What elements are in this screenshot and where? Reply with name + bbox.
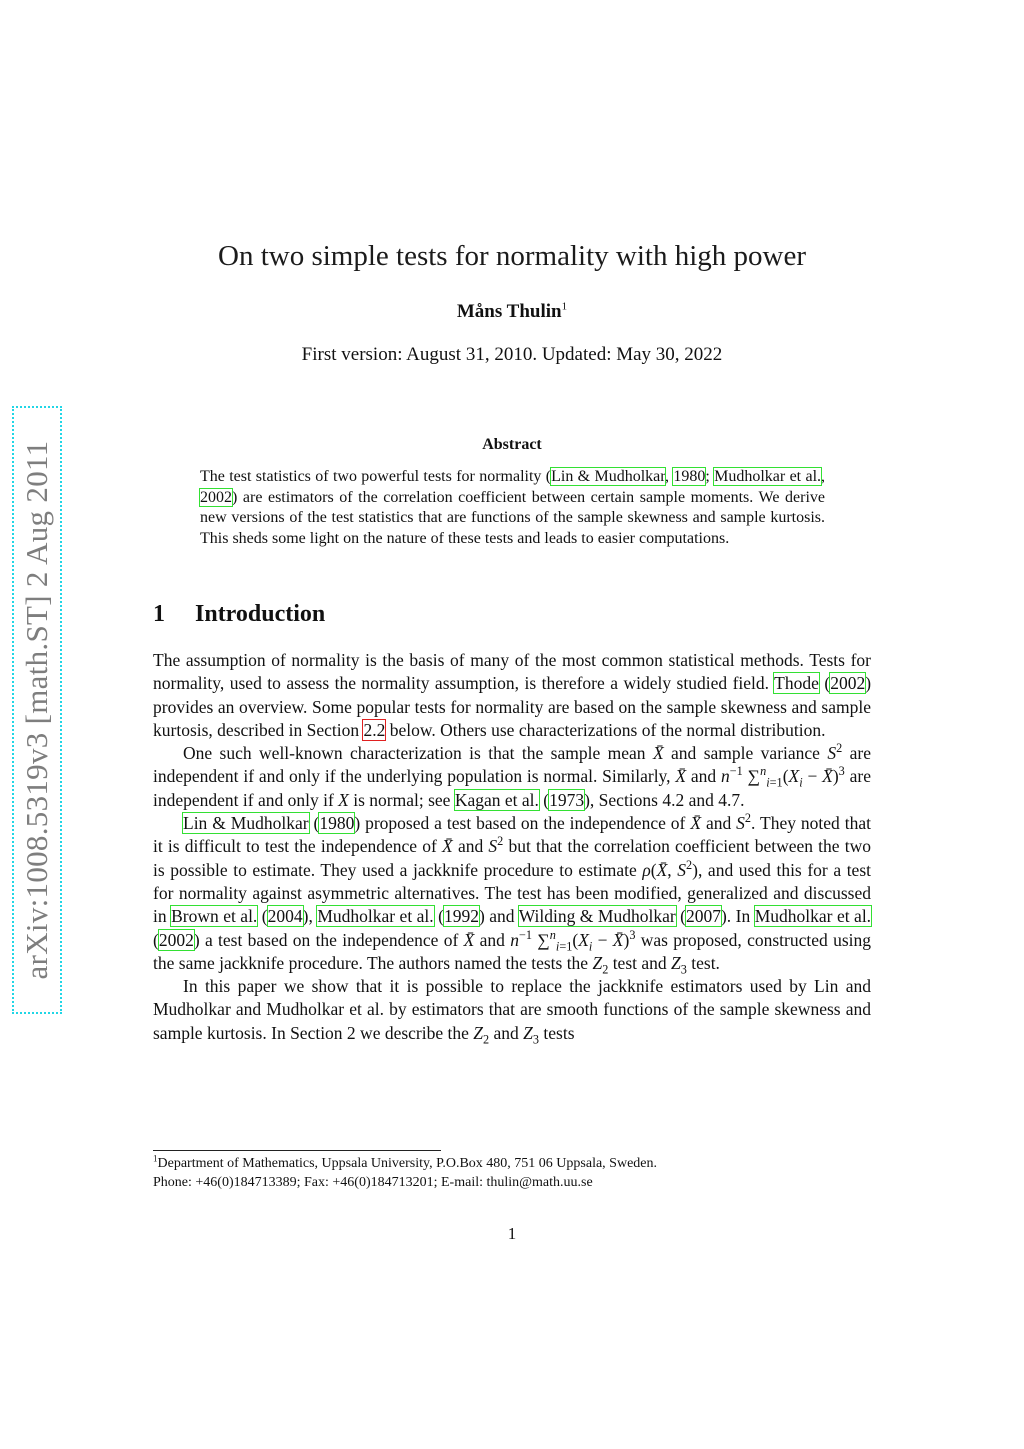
citation-link[interactable]: 2007 (685, 906, 721, 927)
citation-link[interactable]: Lin & Mudholkar (183, 813, 309, 834)
citation-link[interactable]: Mudholkar et al. (754, 906, 872, 927)
citation-link[interactable]: 2002 (200, 488, 232, 506)
footnote (153, 1154, 871, 1192)
footnote-line-2: Phone: +46(0)184713389; Fax: +46(0)184713201; E-mail: thulin@math.uu.se (153, 1175, 593, 1190)
paper-title: On two simple tests for normality with high power (218, 240, 806, 272)
abstract-text: The test statistics of two powerful tests for normality (Lin & Mudholkar, 1980; Mudholkar et al., 2002) are estimators of the correlation coefficient between certain sample moments. We derive new versions of the test statistics that are functions of the sample skewness and sample kurtosis. This sheds some light on the nature of these tests and leads to easier computations. (200, 468, 826, 547)
citation-link[interactable]: Thode (774, 673, 819, 694)
author-name: Måns Thulin (456, 301, 562, 322)
abstract-heading: Abstract (482, 436, 542, 453)
citation-link[interactable]: 1992 (443, 906, 479, 927)
paragraph: Lin & Mudholkar (1980) proposed a test based on the independence of X̄ and $S^2$. They noted that it is difficult to test the independence of X̄ and $S^2$ but that the correlation coefficient between the two is possible to estimate. They used a jackknife procedure to estimate ρ(X̄, $S^2$), and used this for a test for normality against asymmetric alternatives. The test has been modified, generalized and discussed in Brown et al. (2004), Mudholkar et al. (1992) and Wilding & Mudholkar (2007). In Mudholkar et al. (2002) a test based on the independence of X̄ and $n^{-1}$ $\sum^n_{i=1}(X_i$ − X̄)$^3$ was proposed, constructed using the same jackknife procedure. The authors named the tests the $Z_2$ test and $Z_3$ test. (153, 811, 872, 977)
citation-link[interactable]: Lin & Mudholkar (551, 468, 665, 485)
citation-link[interactable]: 1980 (673, 468, 706, 485)
citation-link[interactable]: Brown et al. (171, 906, 258, 927)
page-number: 1 (507, 1224, 517, 1243)
dateline: First version: August 31, 2010. Updated: May 30, 2022 (301, 344, 723, 365)
author-line (0, 301, 1024, 323)
section-heading (153, 601, 325, 628)
footnote-line-1: $^1$Department of Mathematics, Uppsala University, P.O.Box 480, 751 06 Uppsala, Sweden. (153, 1153, 658, 1171)
citation-link[interactable]: 2004 (267, 906, 303, 927)
arxiv-stamp[interactable] (12, 406, 62, 1014)
citation-link[interactable]: Mudholkar et al. (714, 468, 822, 485)
citation-link[interactable]: Kagan et al. (454, 789, 539, 810)
citation-link[interactable]: 1980 (319, 813, 355, 834)
citation-link[interactable]: 1973 (549, 789, 585, 810)
author-footnote-mark: 1 (561, 300, 568, 313)
paragraph: In this paper we show that it is possible to replace the jackknife estimators used by Lin and Mudholkar and Mudholkar et al. by estimators that are smooth functions of the sample skewness and sample kurtosis. In Section 2 we describe the $Z_2$ and $Z_3$ tests (153, 976, 871, 1047)
body-text (153, 649, 871, 1045)
paragraph: The assumption of normality is the basis of many of the most common statistical methods. Tests for normality, used to assess the normality assumption, is therefore a widely studied field. Thode (2002) provides an overview. Some popular tests for normality are based on the sample skewness and sample kurtosis, described in Section 2.2 below. Others use characterizations of the normal distribution. (153, 650, 872, 740)
section-number: 1 (153, 601, 165, 627)
citation-link[interactable]: Mudholkar et al. (317, 906, 434, 927)
citation-link[interactable]: Wilding & Mudholkar (518, 906, 676, 927)
paragraph: One such well-known characterization is that the sample mean X̄ and sample variance $S^2$ are independent if and only if the underlying population is normal. Similarly, X̄ and $n^{-1}$ $\sum^n_{i=1}(X_i$ − X̄)$^3$ are independent if and only if X is normal; see Kagan et al. (1973), Sections 4.2 and 4.7. (153, 741, 871, 810)
footnote-mark: 1 (153, 1153, 158, 1164)
footnote-rule (153, 1150, 441, 1151)
section-ref-link[interactable]: 2.2 (363, 719, 386, 740)
section-title: Introduction (195, 601, 326, 627)
arxiv-stamp-text: arXiv:1008.5319v3 [math.ST] 2 Aug 2011 (19, 440, 54, 980)
citation-link[interactable]: 2002 (158, 929, 194, 950)
citation-link[interactable]: 2002 (830, 673, 866, 694)
